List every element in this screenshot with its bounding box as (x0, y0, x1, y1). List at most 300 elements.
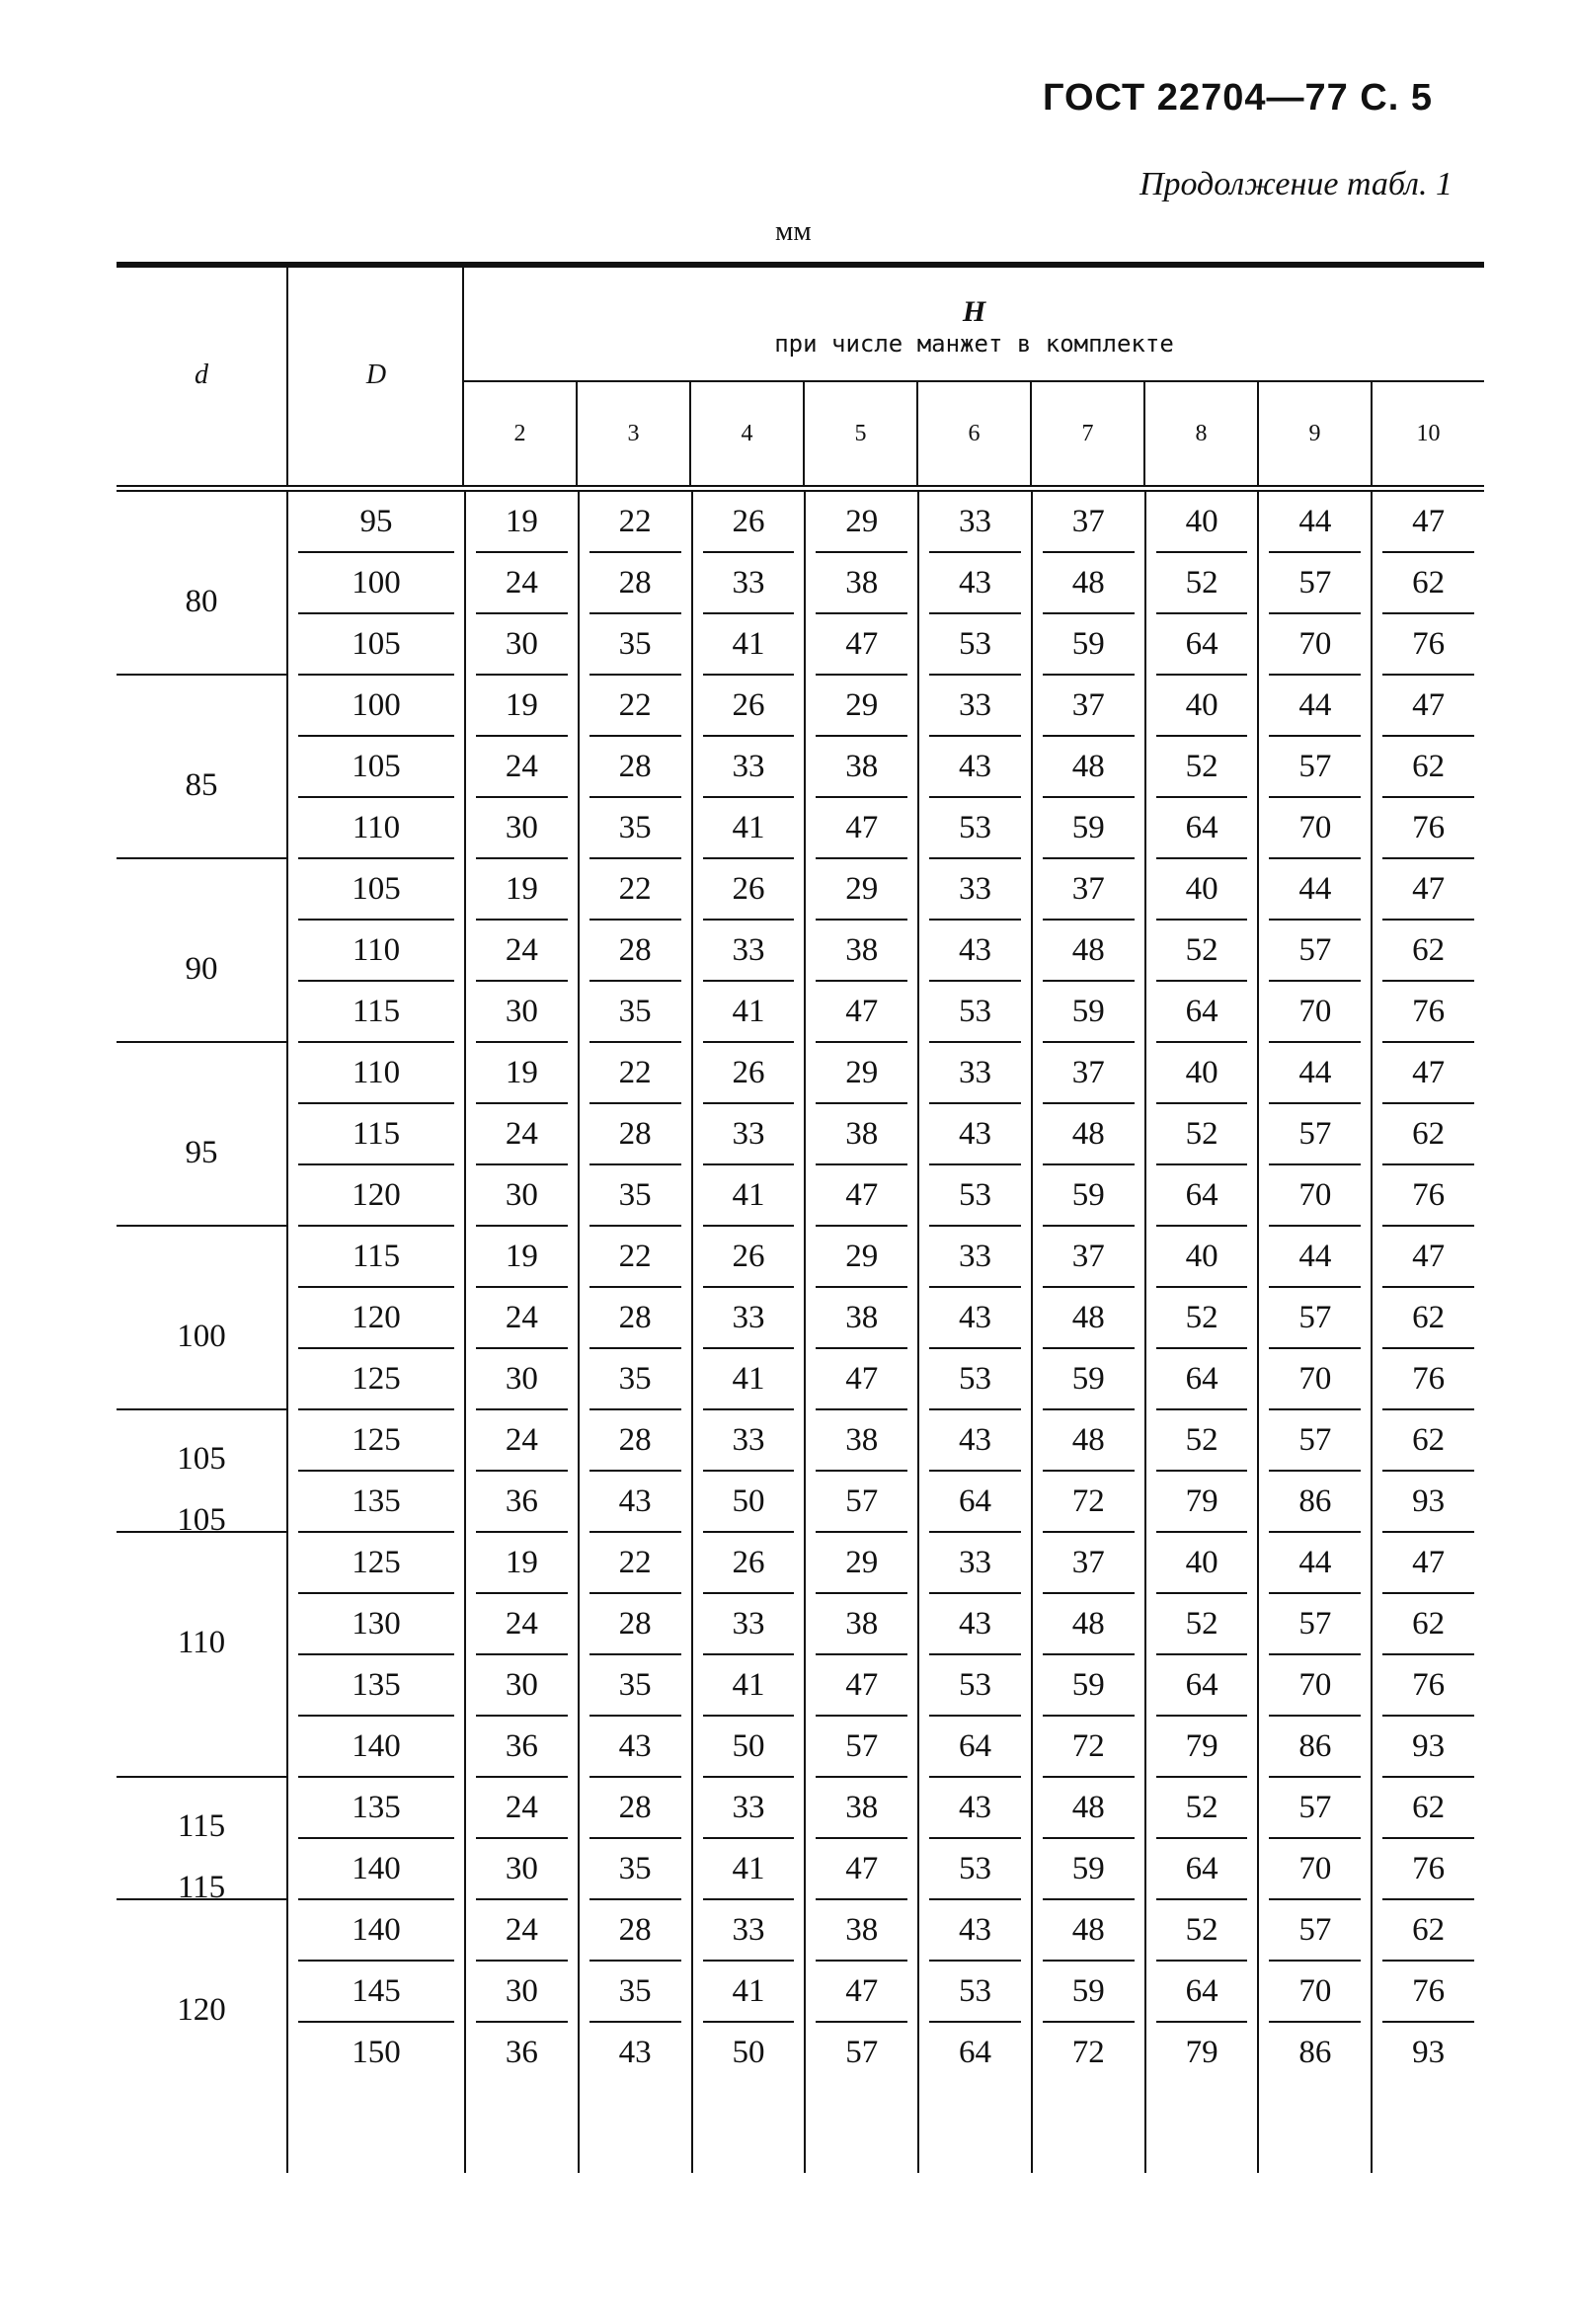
H-value: 37 (1071, 1545, 1105, 1580)
d-cell (117, 1655, 286, 1717)
H-value: 33 (732, 1912, 765, 1948)
H-cell (1371, 1104, 1484, 1165)
table-group (117, 1778, 1484, 1905)
d-cell (117, 492, 286, 553)
H-values (464, 798, 1484, 859)
H-cell (1371, 921, 1484, 982)
H-cell (691, 1165, 805, 1227)
H-values (464, 1227, 1484, 1288)
H-cell (578, 1349, 691, 1410)
H-cell (466, 1594, 578, 1655)
H-value: 22 (618, 504, 652, 539)
H-cell (1031, 1349, 1144, 1410)
H-values (464, 921, 1484, 982)
H-cell (578, 1594, 691, 1655)
H-cell (578, 1288, 691, 1349)
H-cell (466, 1839, 578, 1900)
D-value: 125 (352, 1361, 401, 1397)
H-cell (917, 1349, 1031, 1410)
H-value: 79 (1185, 2035, 1218, 2070)
H-cell (466, 1227, 578, 1288)
H-value: 30 (505, 1361, 538, 1397)
table-header (117, 268, 1484, 492)
H-cell (691, 1717, 805, 1778)
D-value: 130 (352, 1606, 401, 1642)
H-value: 64 (959, 1728, 992, 1764)
H-cell (804, 1594, 917, 1655)
table-group (117, 859, 1484, 1043)
H-cell (1371, 492, 1484, 553)
H-value: 43 (959, 1790, 992, 1825)
d-cell (117, 1594, 286, 1660)
H-value: 52 (1185, 932, 1218, 968)
H-value: 33 (732, 1790, 765, 1825)
table-row (117, 1043, 1484, 1104)
H-cell (466, 614, 578, 676)
H-value: 29 (845, 1545, 879, 1580)
H-cell (804, 1717, 917, 1778)
H-value: 47 (1412, 1545, 1446, 1580)
H-value: 59 (1071, 994, 1105, 1029)
D-cell (286, 1349, 464, 1410)
H-cell (1031, 798, 1144, 859)
H-value: 70 (1298, 1361, 1332, 1397)
H-cell (917, 1104, 1031, 1165)
H-cell (691, 859, 805, 921)
H-value: 64 (1185, 810, 1218, 845)
H-cell (578, 737, 691, 798)
H-value: 43 (959, 1422, 992, 1458)
d-cell (117, 676, 286, 737)
H-value: 57 (1298, 1606, 1332, 1642)
H-value: 19 (505, 504, 538, 539)
table-row (117, 1717, 1484, 1778)
H-value: 57 (1298, 565, 1332, 601)
tail-H-cell (466, 2084, 578, 2173)
d-value: 120 (177, 1992, 226, 2028)
H-value: 57 (1298, 1300, 1332, 1335)
H-cell (917, 1900, 1031, 1962)
H-value: 41 (732, 626, 765, 662)
H-values (464, 1043, 1484, 1104)
H-cell (691, 1655, 805, 1717)
H-value: 48 (1071, 932, 1105, 968)
H-cell (804, 982, 917, 1043)
H-cell (1144, 859, 1258, 921)
table-group (117, 1043, 1484, 1227)
H-cell (917, 1043, 1031, 1104)
d-cell (117, 1288, 286, 1354)
d-value: 100 (177, 1319, 226, 1354)
H-value: 24 (505, 1422, 538, 1458)
H-value: 47 (845, 1177, 879, 1213)
H-cell (466, 492, 578, 553)
D-value: 95 (359, 504, 393, 539)
seal-count-header: 7 (1030, 382, 1143, 485)
header-H-subtitle: при числе манжет в комплекте (774, 330, 1174, 358)
H-value: 57 (845, 1728, 879, 1764)
tail-d-cell (117, 2084, 286, 2173)
H-cell (917, 1533, 1031, 1594)
H-value: 64 (1185, 1667, 1218, 1703)
H-cell (1257, 859, 1371, 921)
H-value: 76 (1412, 1973, 1446, 2009)
H-value: 28 (618, 749, 652, 784)
table-row (117, 859, 1484, 921)
H-value: 43 (959, 1912, 992, 1948)
D-cell (286, 553, 464, 614)
H-cell (804, 1533, 917, 1594)
H-value: 47 (1412, 687, 1446, 723)
H-value: 38 (845, 1116, 879, 1152)
table-row (117, 1227, 1484, 1288)
H-value: 33 (732, 1300, 765, 1335)
H-value: 57 (845, 2035, 879, 2070)
H-value: 76 (1412, 994, 1446, 1029)
H-cell (804, 1962, 917, 2023)
H-value: 28 (618, 1606, 652, 1642)
H-cell (1257, 1104, 1371, 1165)
table-tail (117, 2084, 1484, 2173)
d-cell (117, 1227, 286, 1288)
H-value: 52 (1185, 565, 1218, 601)
H-cell (1371, 737, 1484, 798)
D-cell (286, 1043, 464, 1104)
H-cell (917, 1655, 1031, 1717)
H-cell (691, 614, 805, 676)
H-values (464, 1900, 1484, 1962)
H-cell (804, 798, 917, 859)
H-cell (1144, 1410, 1258, 1472)
H-value: 29 (845, 504, 879, 539)
H-value: 48 (1071, 1606, 1105, 1642)
H-cell (1257, 1778, 1371, 1839)
D-value: 115 (352, 1239, 401, 1274)
H-values (464, 1839, 1484, 1900)
H-value: 43 (618, 1728, 652, 1764)
H-value: 44 (1298, 504, 1332, 539)
H-value: 86 (1298, 1728, 1332, 1764)
H-cell (1371, 1349, 1484, 1410)
D-value: 105 (352, 871, 401, 907)
H-value: 26 (732, 1055, 765, 1090)
H-value: 57 (845, 1483, 879, 1519)
H-value: 35 (618, 1177, 652, 1213)
seal-count-header: 3 (576, 382, 689, 485)
H-cell (466, 2023, 578, 2084)
H-value: 62 (1412, 1300, 1446, 1335)
d-cell (117, 1104, 286, 1170)
H-value: 19 (505, 1055, 538, 1090)
H-cell (1371, 1410, 1484, 1472)
H-cell (578, 1227, 691, 1288)
H-value: 30 (505, 1851, 538, 1886)
H-cell (466, 1472, 578, 1533)
H-cell (1031, 1594, 1144, 1655)
H-value: 41 (732, 1851, 765, 1886)
H-value: 37 (1071, 687, 1105, 723)
H-cell (1371, 2023, 1484, 2084)
H-value: 93 (1412, 2035, 1446, 2070)
H-values (464, 492, 1484, 553)
D-value: 105 (352, 749, 401, 784)
H-value: 35 (618, 1667, 652, 1703)
H-value: 43 (959, 1116, 992, 1152)
H-value: 30 (505, 810, 538, 845)
H-cell (691, 798, 805, 859)
H-value: 53 (959, 1667, 992, 1703)
H-cell (1257, 737, 1371, 798)
H-value: 53 (959, 810, 992, 845)
H-value: 37 (1071, 504, 1105, 539)
H-cell (1031, 1227, 1144, 1288)
table-row (117, 1839, 1484, 1905)
H-value: 38 (845, 1300, 879, 1335)
H-values (464, 1410, 1484, 1472)
table-group (117, 1533, 1484, 1778)
H-cell (1371, 1594, 1484, 1655)
H-values (464, 1104, 1484, 1165)
H-cell (466, 921, 578, 982)
H-value: 33 (732, 1422, 765, 1458)
H-cell (466, 1043, 578, 1104)
H-value: 24 (505, 932, 538, 968)
H-value: 29 (845, 871, 879, 907)
H-value: 59 (1071, 1851, 1105, 1886)
H-cell (466, 1165, 578, 1227)
H-cell (1257, 1410, 1371, 1472)
H-cell (1257, 2023, 1371, 2084)
H-cell (804, 676, 917, 737)
table-row (117, 982, 1484, 1043)
table-row (117, 737, 1484, 803)
H-cell (804, 737, 917, 798)
H-cell (917, 859, 1031, 921)
H-value: 48 (1071, 1790, 1105, 1825)
H-cell (1371, 1472, 1484, 1533)
H-cell (1144, 1594, 1258, 1655)
H-value: 38 (845, 1790, 879, 1825)
d-cell (117, 1533, 286, 1594)
H-cell (691, 1288, 805, 1349)
H-cell (1031, 1839, 1144, 1900)
H-value: 57 (1298, 1912, 1332, 1948)
H-value: 33 (732, 565, 765, 601)
H-cell (1371, 1043, 1484, 1104)
H-value: 47 (1412, 1055, 1446, 1090)
H-value: 30 (505, 1667, 538, 1703)
H-value: 40 (1185, 871, 1218, 907)
H-cell (1031, 737, 1144, 798)
H-values (464, 1165, 1484, 1227)
seal-count-header: 2 (513, 420, 526, 446)
H-cell (804, 1900, 917, 1962)
table-row (117, 798, 1484, 859)
H-cell (691, 676, 805, 737)
H-cell (1031, 1778, 1144, 1839)
H-cell (917, 676, 1031, 737)
H-cell (466, 737, 578, 798)
page-header: ГОСТ 22704—77 С. 5 (1042, 77, 1433, 119)
H-cell (466, 1410, 578, 1472)
H-value: 40 (1185, 1545, 1218, 1580)
H-cell (804, 1839, 917, 1900)
H-value: 52 (1185, 1300, 1218, 1335)
H-cell (804, 921, 917, 982)
H-cell (1257, 676, 1371, 737)
H-cell (578, 859, 691, 921)
table-row (117, 1778, 1484, 1844)
H-cell (1144, 1962, 1258, 2023)
H-cell (1257, 1349, 1371, 1410)
d-cell (117, 1410, 286, 1477)
H-cell (1144, 492, 1258, 553)
H-value: 62 (1412, 1790, 1446, 1825)
H-cell (804, 1472, 917, 1533)
H-cell (1031, 1962, 1144, 2023)
H-cell (1371, 1839, 1484, 1900)
H-cell (466, 1900, 578, 1962)
H-values (464, 982, 1484, 1043)
H-cell (1371, 1962, 1484, 2023)
H-cell (1031, 492, 1144, 553)
seal-count-header: 8 (1143, 382, 1257, 485)
H-value: 50 (732, 1483, 765, 1519)
H-cell (804, 1165, 917, 1227)
d-cell (117, 1717, 286, 1778)
H-cell (1144, 798, 1258, 859)
H-cell (1031, 2023, 1144, 2084)
tail-D-cell (286, 2084, 464, 2173)
H-cell (578, 1839, 691, 1900)
H-value: 28 (618, 932, 652, 968)
H-value: 35 (618, 1973, 652, 2009)
H-cell (917, 921, 1031, 982)
H-cell (804, 1655, 917, 1717)
H-value: 93 (1412, 1728, 1446, 1764)
H-value: 26 (732, 871, 765, 907)
H-cell (1371, 614, 1484, 676)
H-cell (1371, 859, 1484, 921)
H-value: 72 (1071, 2035, 1105, 2070)
table-body (117, 492, 1484, 2173)
H-value: 70 (1298, 1851, 1332, 1886)
H-value: 64 (1185, 1973, 1218, 2009)
H-cell (578, 614, 691, 676)
H-value: 53 (959, 994, 992, 1029)
H-value: 76 (1412, 1667, 1446, 1703)
H-values (464, 614, 1484, 676)
d-cell (117, 1900, 286, 1962)
H-cell (578, 1165, 691, 1227)
H-cell (917, 1962, 1031, 2023)
H-value: 44 (1298, 871, 1332, 907)
H-value: 64 (1185, 994, 1218, 1029)
tail-H-cell (1257, 2084, 1371, 2173)
d-value: 95 (185, 1135, 218, 1170)
table-row (117, 1349, 1484, 1410)
H-values (464, 1655, 1484, 1717)
H-cell (917, 1410, 1031, 1472)
H-value: 24 (505, 565, 538, 601)
H-cell (1031, 1043, 1144, 1104)
H-value: 38 (845, 1422, 879, 1458)
H-values (464, 676, 1484, 737)
H-value: 41 (732, 1667, 765, 1703)
H-value: 62 (1412, 1422, 1446, 1458)
table-group (117, 1410, 1484, 1538)
H-value: 64 (959, 1483, 992, 1519)
d-value: 105 (177, 1441, 226, 1477)
H-cell (1144, 1839, 1258, 1900)
D-value: 120 (352, 1177, 401, 1213)
H-cell (804, 1410, 917, 1472)
D-value: 115 (352, 1116, 401, 1152)
D-cell (286, 798, 464, 859)
H-value: 22 (618, 687, 652, 723)
H-value: 62 (1412, 1912, 1446, 1948)
H-cell (1031, 1472, 1144, 1533)
H-value: 40 (1185, 1239, 1218, 1274)
D-value: 150 (352, 2035, 401, 2070)
H-value: 41 (732, 1973, 765, 2009)
H-value: 64 (1185, 1361, 1218, 1397)
H-value: 59 (1071, 1177, 1105, 1213)
H-cell (691, 1043, 805, 1104)
D-cell (286, 1839, 464, 1900)
H-cell (1257, 1165, 1371, 1227)
H-value: 62 (1412, 1116, 1446, 1152)
H-value: 37 (1071, 1239, 1105, 1274)
H-value: 57 (1298, 1116, 1332, 1152)
H-value: 33 (959, 687, 992, 723)
H-value: 62 (1412, 1606, 1446, 1642)
header-d-cell (117, 268, 286, 485)
H-value: 44 (1298, 1055, 1332, 1090)
H-cell (1144, 1717, 1258, 1778)
H-values (464, 553, 1484, 614)
tail-H-cell (917, 2084, 1031, 2173)
H-value: 47 (1412, 1239, 1446, 1274)
H-value: 41 (732, 810, 765, 845)
seal-count-header: 5 (803, 382, 916, 485)
table-row (117, 1104, 1484, 1170)
H-value: 33 (732, 932, 765, 968)
D-value: 135 (352, 1790, 401, 1825)
H-values (464, 1962, 1484, 2023)
H-values (464, 1594, 1484, 1655)
D-value: 140 (352, 1728, 401, 1764)
table-row (117, 614, 1484, 676)
H-cell (1144, 1288, 1258, 1349)
H-value: 43 (959, 932, 992, 968)
D-value: 135 (352, 1483, 401, 1519)
H-value: 48 (1071, 1912, 1105, 1948)
H-cell (1144, 1043, 1258, 1104)
seal-count-header: 9 (1257, 382, 1371, 485)
H-value: 47 (845, 1973, 879, 2009)
H-cell (466, 1104, 578, 1165)
H-value: 22 (618, 871, 652, 907)
D-cell (286, 1594, 464, 1655)
D-value: 145 (352, 1973, 401, 2009)
H-cell (466, 676, 578, 737)
table-group (117, 676, 1484, 859)
seal-count-header-row (464, 382, 1484, 485)
H-value: 40 (1185, 1055, 1218, 1090)
H-values (464, 1349, 1484, 1410)
H-value: 93 (1412, 1483, 1446, 1519)
